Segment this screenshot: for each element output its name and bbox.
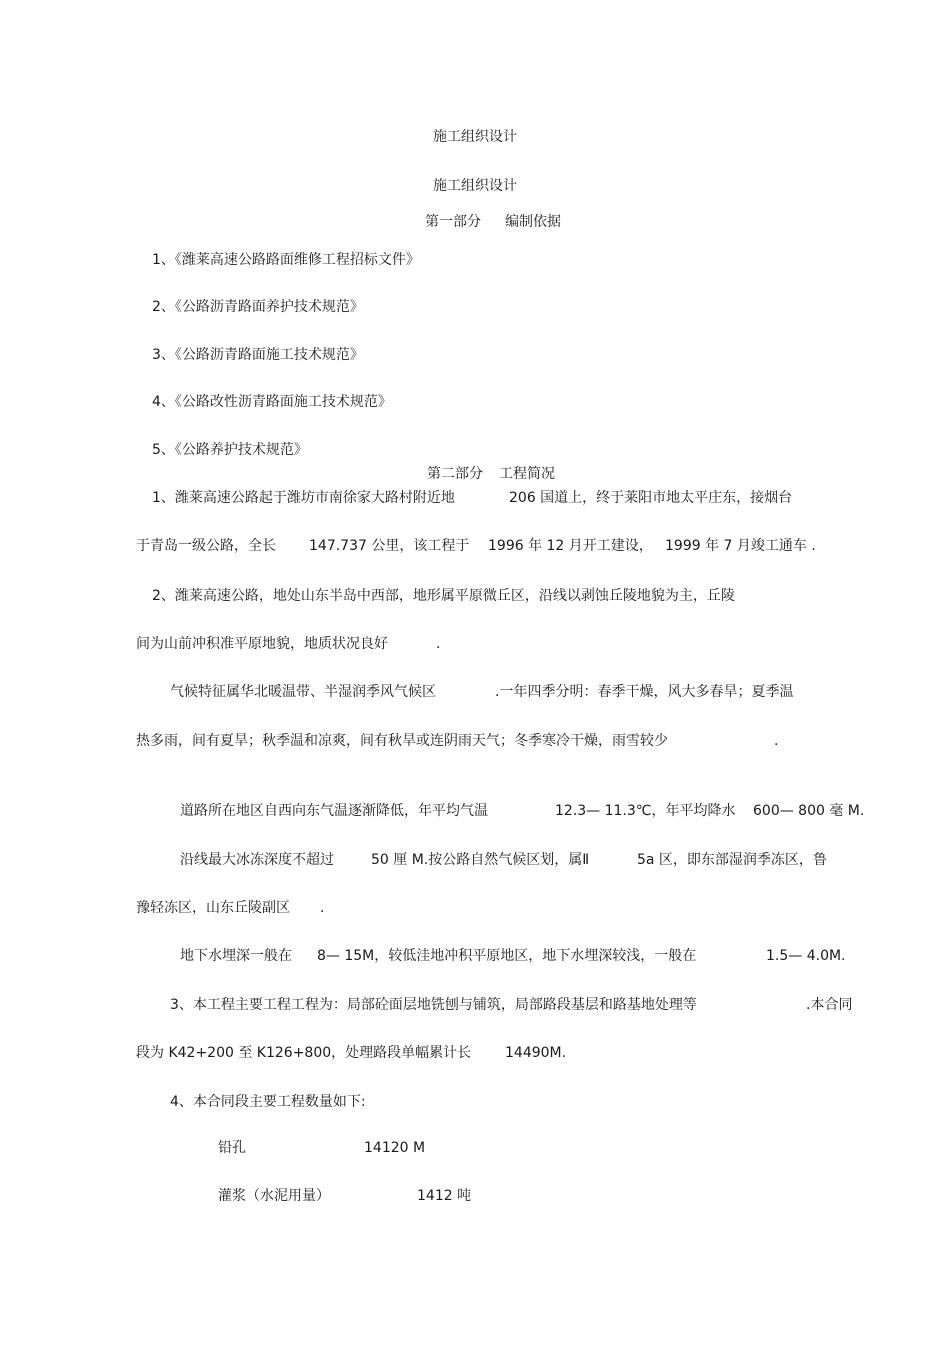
basis-item-4: 4、《公路改性沥青路面施工技术规范》 — [152, 394, 392, 410]
p1-text-f: 1999 年 7 月竣工通车 . — [665, 538, 816, 554]
p5-text-c: 5a 区，即东部湿润季冻区，鲁 — [637, 852, 827, 868]
part2-heading — [427, 465, 555, 483]
p6-text-b: 8— 15M，较低洼地冲积平原地区，地下水埋深较浅，一般在 — [317, 948, 697, 964]
basis-item-2: 2、《公路沥青路面养护技术规范》 — [152, 299, 364, 315]
quantity-item-1-amount: 14120 M — [364, 1140, 426, 1156]
part1-subheading: 编制依据 — [505, 214, 561, 230]
basis-item-3: 3、《公路沥青路面施工技术规范》 — [152, 347, 364, 363]
p4-text-b: 12.3— 11.3℃，年平均降水 — [555, 803, 736, 819]
p1-text-d: 147.737 公里，该工程于 — [309, 538, 470, 554]
p7-text-a: 3、本工程主要工程工程为：局部砼面层地铣刨与铺筑，局部路段基层和路基地处理等 — [170, 997, 697, 1013]
p6-text-c: 1.5— 4.0M. — [766, 948, 846, 964]
p2-text-b: 间为山前冲积准平原地貌，地质状况良好 — [136, 636, 388, 652]
p1-text-c: 于青岛一级公路，全长 — [136, 538, 276, 554]
basis-item-5: 5、《公路养护技术规范》 — [152, 442, 308, 458]
p2-text-c: . — [436, 636, 441, 652]
basis-item-1: 1、《潍莱高速公路路面维修工程招标文件》 — [152, 252, 420, 268]
p7-text-b: .本合同 — [806, 997, 853, 1013]
p3-text-b: .一年四季分明：春季干燥，风大多春旱；夏季温 — [495, 684, 794, 700]
part2-label: 第二部分 — [427, 466, 483, 482]
p2-text-a: 2、潍莱高速公路，地处山东半岛中西部，地形属平原微丘区，沿线以剥蚀丘陵地貌为主，丘陵 — [152, 588, 735, 604]
part1-label: 第一部分 — [425, 214, 481, 230]
p5-text-a: 沿线最大冰冻深度不超过 — [180, 852, 334, 868]
p5-text-b: 50 厘 M.按公路自然气候区划，属Ⅱ — [371, 852, 590, 868]
page-title: 施工组织设计 — [433, 129, 517, 145]
p4-text-c: 600— 800 毫 M. — [753, 803, 865, 819]
p3-text-a: 气候特征属华北暖温带、半湿润季风气候区 — [170, 684, 436, 700]
p1-text-e: 1996 年 12 月开工建设， — [488, 538, 653, 554]
quantity-item-1-name: 铅孔 — [218, 1140, 246, 1156]
p5-text-e: . — [320, 900, 325, 916]
p6-text-a: 地下水埋深一般在 — [180, 948, 292, 964]
quantity-item-2-name: 灌浆（水泥用量） — [218, 1188, 330, 1204]
p4-text-a: 道路所在地区自西向东气温逐渐降低，年平均气温 — [180, 803, 488, 819]
p3-text-d: . — [774, 733, 779, 749]
p8-text: 4、本合同段主要工程数量如下: — [170, 1094, 366, 1110]
quantity-item-2-amount: 1412 吨 — [417, 1188, 472, 1204]
part2-subheading: 工程简况 — [499, 466, 555, 482]
document-title: 施工组织设计 — [433, 178, 517, 194]
p7-text-c: 段为 K42+200 至 K126+800，处理路段单幅累计长 — [136, 1045, 472, 1061]
part1-heading — [425, 213, 561, 231]
p1-text-a: 1、潍莱高速公路起于潍坊市南徐家大路村附近地 — [152, 490, 455, 506]
p7-text-d: 14490M. — [505, 1045, 567, 1061]
p5-text-d: 豫轻冻区，山东丘陵副区 — [136, 900, 290, 916]
p3-text-c: 热多雨，间有夏旱；秋季温和凉爽，间有秋旱或连阴雨天气；冬季寒冷干燥，雨雪较少 — [136, 733, 668, 749]
p1-text-b: 206 国道上，终于莱阳市地太平庄东，接烟台 — [509, 490, 793, 506]
